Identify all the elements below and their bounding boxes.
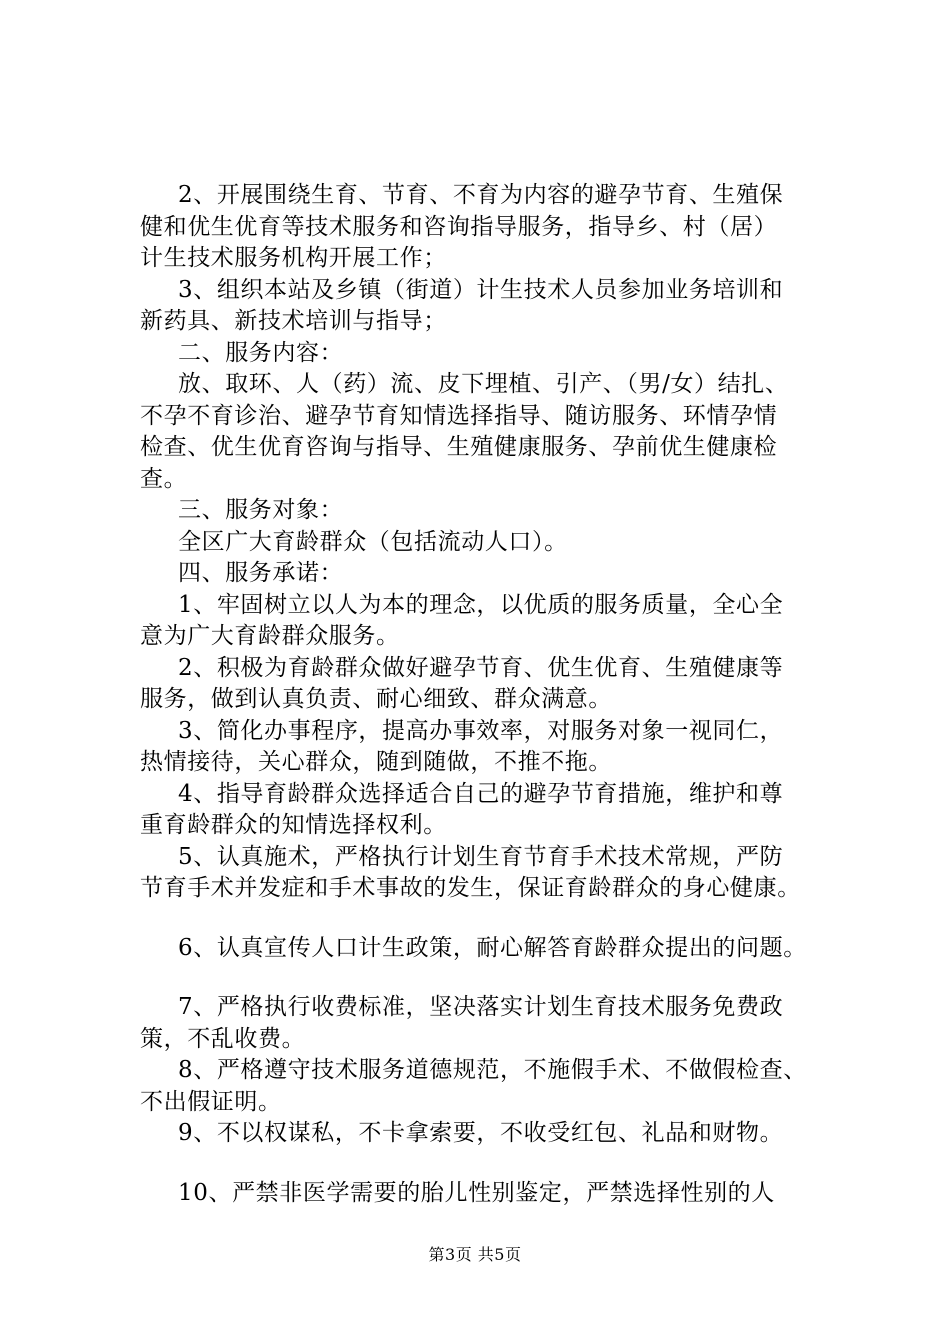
- paragraph-line: 6、认真宣传人口计生政策，耐心解答育龄群众提出的问题。: [178, 934, 807, 961]
- paragraph-line: 5、认真施术，严格执行计划生育节育手术技术常规，严防: [178, 843, 784, 870]
- paragraph-gap: [140, 1150, 860, 1178]
- paragraph-line: 重育龄群众的知情选择权利。: [140, 812, 447, 838]
- section-heading: 三、服务对象：: [178, 497, 344, 523]
- paragraph-line: 查。: [140, 465, 188, 492]
- paragraph-line: 不出假证明。: [140, 1088, 282, 1115]
- paragraph-line: 9、不以权谋私，不卡拿索要，不收受红包、礼品和财物。: [178, 1120, 784, 1146]
- paragraph-line: 8、严格遵守技术服务道德规范，不施假手术、不做假检查、: [178, 1057, 807, 1083]
- paragraph-line: 2、开展围绕生育、节育、不育为内容的避孕节育、生殖保: [178, 182, 784, 208]
- paragraph-gap: [140, 964, 860, 992]
- paragraph-line: 1、牢固树立以人为本的理念，以优质的服务质量，全心全: [178, 591, 784, 618]
- paragraph-line: 3、组织本站及乡镇（街道）计生技术人员参加业务培训和: [178, 276, 784, 303]
- paragraph-line: 计生技术服务机构开展工作；: [140, 245, 447, 271]
- paragraph-line: 放、取环、人（药）流、皮下埋植、引产、（男/女）结扎、: [178, 371, 789, 397]
- paragraph-line: 热情接待，关心群众，随到随做，不推不拖。: [140, 749, 612, 775]
- paragraph-line: 不孕不育诊治、避孕节育知情选择指导、随访服务、环情孕情: [140, 402, 778, 429]
- paragraph-line: 策，不乱收费。: [140, 1025, 306, 1052]
- paragraph-line: 全区广大育龄群众（包括流动人口）。: [178, 528, 568, 555]
- section-heading: 二、服务内容：: [178, 339, 344, 366]
- paragraph-line: 健和优生优育等技术服务和咨询指导服务，指导乡、村（居）: [140, 213, 778, 240]
- section-heading: 四、服务承诺：: [178, 560, 344, 586]
- paragraph-line: 10、严禁非医学需要的胎儿性别鉴定，严禁选择性别的人: [178, 1179, 775, 1206]
- page-number-footer: 第3页 共5页: [428, 1245, 522, 1264]
- paragraph-line: 2、积极为育龄群众做好避孕节育、优生优育、生殖健康等: [178, 654, 784, 681]
- paragraph-line: 4、指导育龄群众选择适合自己的避孕节育措施，维护和尊: [178, 780, 784, 807]
- paragraph-line: 节育手术并发症和手术事故的发生，保证育龄群众的身心健康。: [140, 875, 801, 901]
- paragraph-line: 3、简化办事程序，提高办事效率，对服务对象一视同仁，: [178, 717, 784, 744]
- paragraph-gap: [140, 905, 860, 933]
- paragraph-line: 7、严格执行收费标准，坚决落实计划生育技术服务免费政: [178, 994, 784, 1020]
- document-body: [140, 180, 860, 1209]
- paragraph-line: 意为广大育龄群众服务。: [140, 623, 400, 649]
- paragraph-line: 新药具、新技术培训与指导；: [140, 308, 447, 334]
- paragraph-line: 检查、优生优育咨询与指导、生殖健康服务、孕前优生健康检: [140, 434, 778, 460]
- paragraph-line: 服务，做到认真负责、耐心细致、群众满意。: [140, 686, 612, 712]
